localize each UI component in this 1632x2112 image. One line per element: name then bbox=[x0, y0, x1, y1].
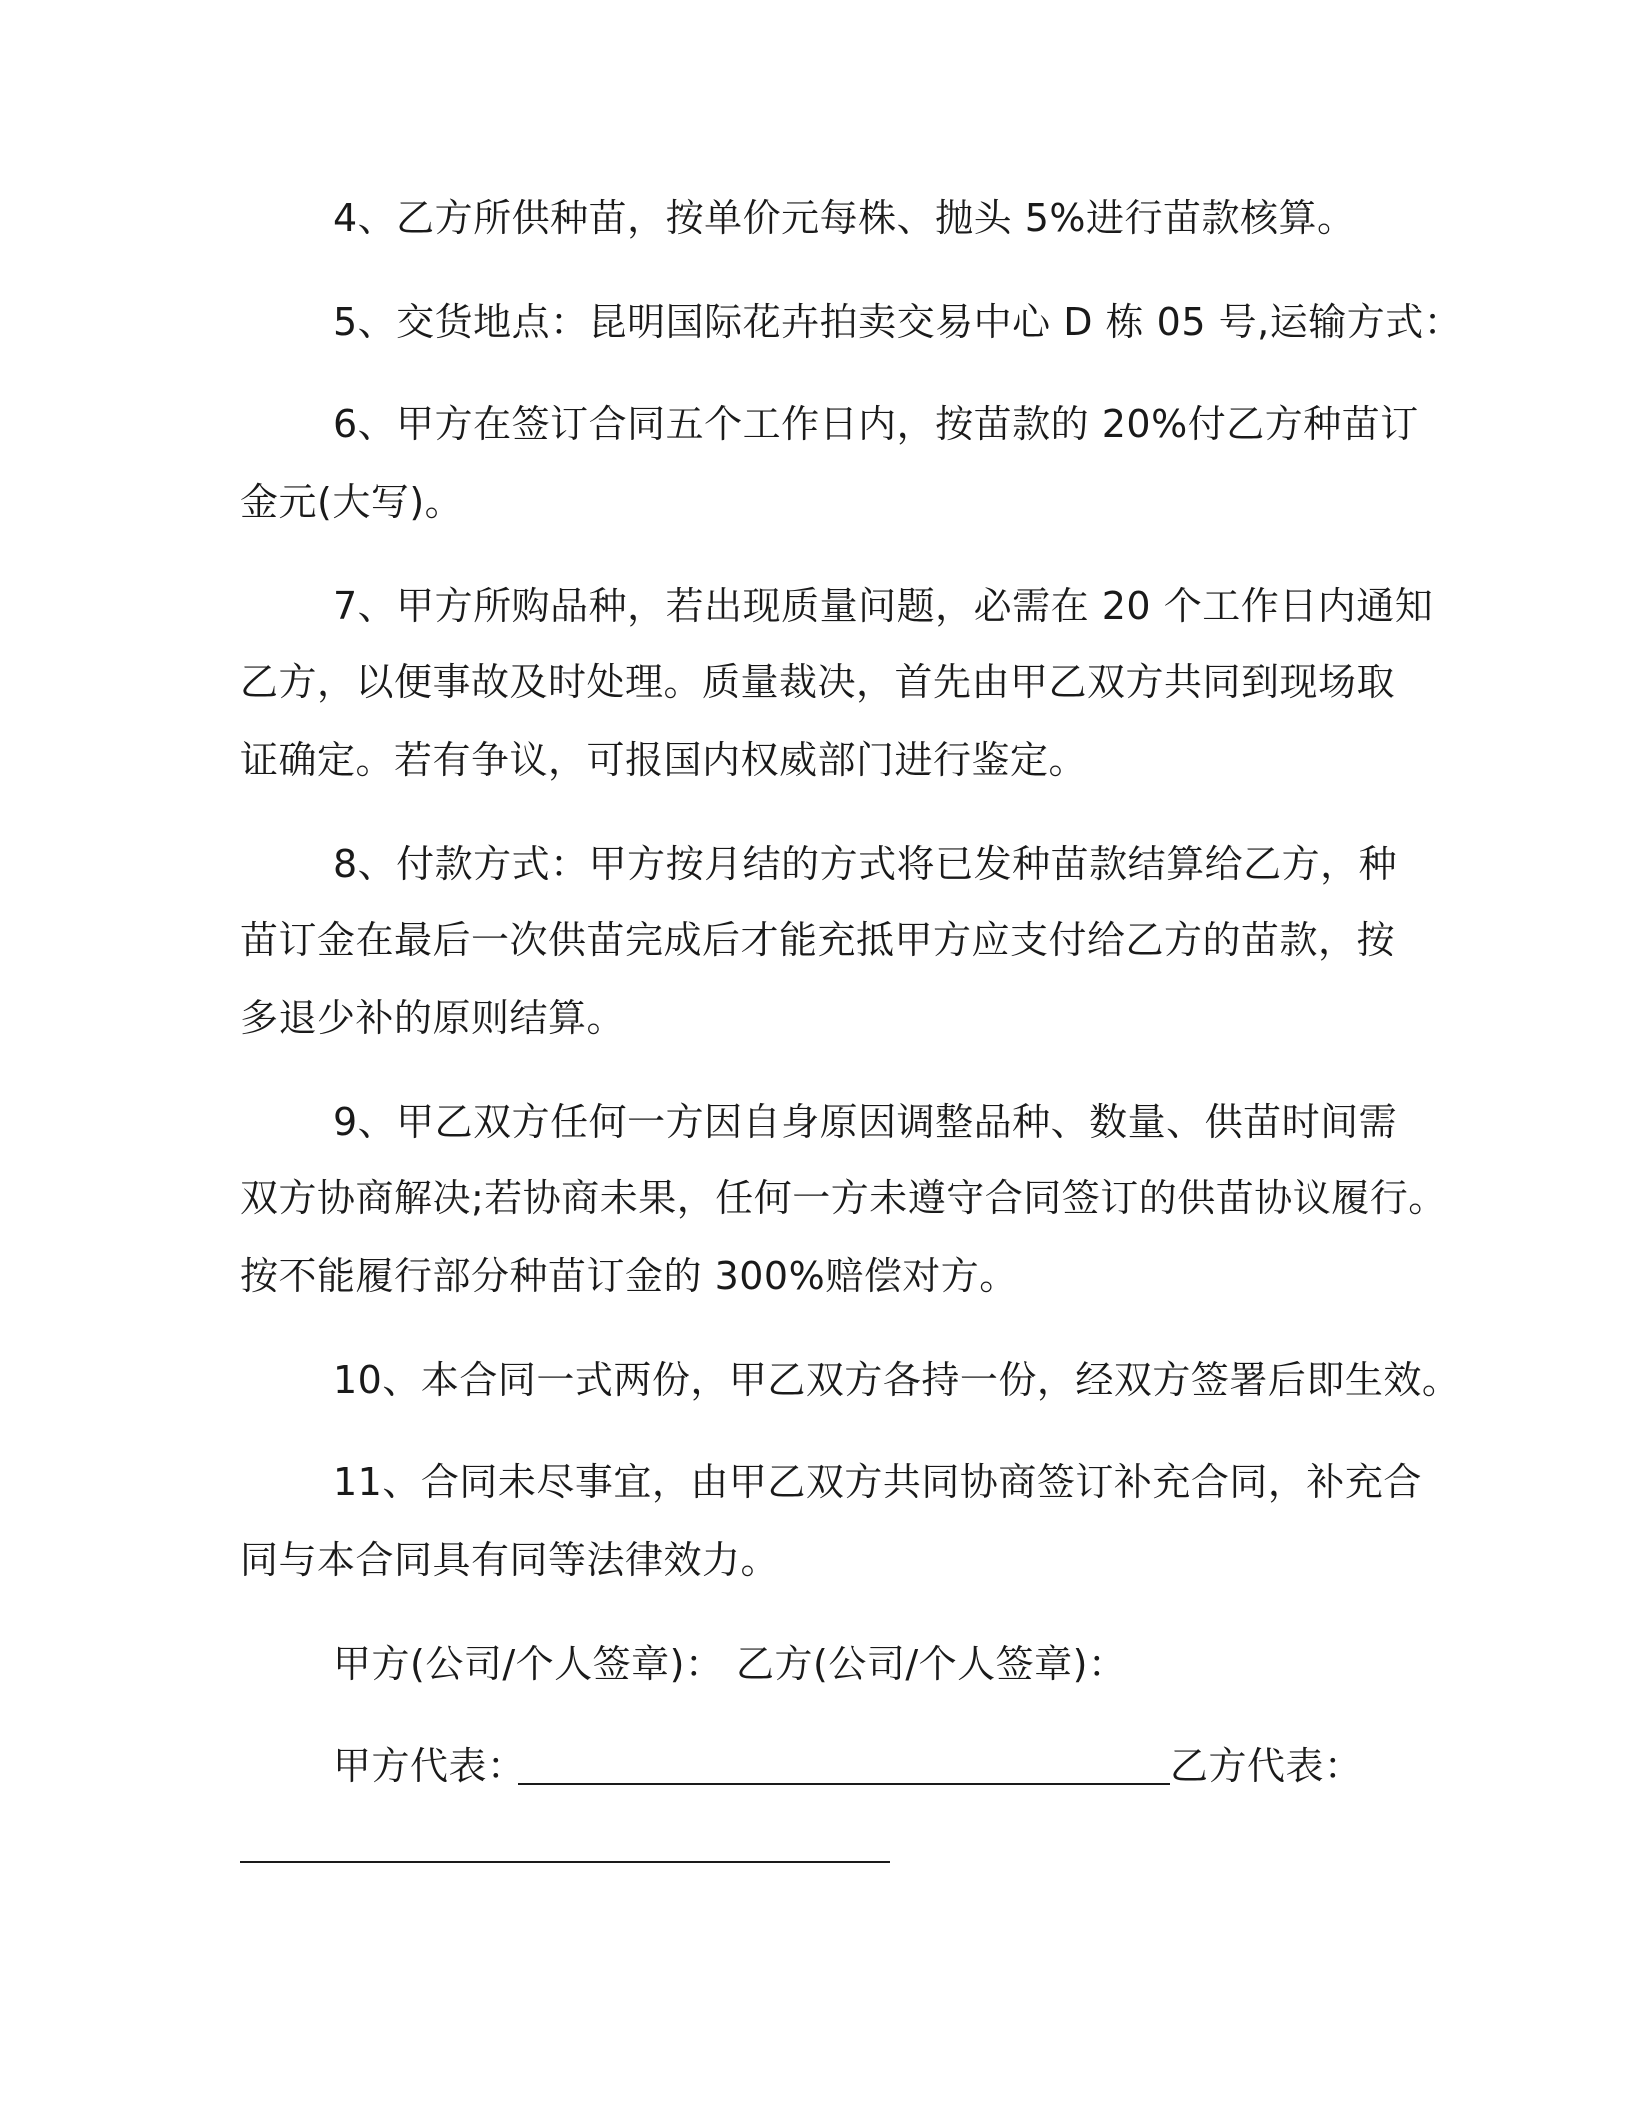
clause-8-line-2: 苗订金在最后一次供苗完成后才能充抵甲方应支付给乙方的苗款，按 bbox=[240, 918, 1396, 962]
clause-7-line-2: 乙方，以便事故及时处理。质量裁决，首先由甲乙双方共同到现场取 bbox=[240, 660, 1396, 704]
party-b-representative-label: 乙方代表： bbox=[1170, 1744, 1363, 1788]
clause-6-line-1: 6、甲方在签订合同五个工作日内，按苗款的 20%付乙方种苗订 bbox=[333, 402, 1419, 446]
clause-5-line-1: 5、交货地点：昆明国际花卉拍卖交易中心 D 栋 05 号,运输方式： bbox=[333, 300, 1463, 344]
clause-10-line-1: 10、本合同一式两份，甲乙双方各持一份，经双方签署后即生效。 bbox=[333, 1358, 1461, 1402]
clause-9-line-1: 9、甲乙双方任何一方因自身原因调整品种、数量、供苗时间需 bbox=[333, 1100, 1398, 1144]
clause-6-line-2: 金元(大写)。 bbox=[240, 480, 464, 524]
clause-7-line-3: 证确定。若有争议，可报国内权威部门进行鉴定。 bbox=[240, 738, 1088, 782]
clause-8-line-3: 多退少补的原则结算。 bbox=[240, 996, 626, 1040]
clause-8-line-1: 8、付款方式：甲方按月结的方式将已发种苗款结算给乙方，种 bbox=[333, 842, 1398, 886]
party-a-representative-label: 甲方代表： bbox=[333, 1744, 526, 1788]
clause-4-line-1: 4、乙方所供种苗，按单价元每株、抛头 5%进行苗款核算。 bbox=[333, 196, 1356, 240]
clause-9-line-2: 双方协商解决;若协商未果，任何一方未遵守合同签订的供苗协议履行。 bbox=[240, 1176, 1447, 1220]
clause-11-line-1: 11、合同未尽事宜，由甲乙双方共同协商签订补充合同，补充合 bbox=[333, 1460, 1422, 1504]
clause-7-line-1: 7、甲方所购品种，若出现质量问题，必需在 20 个工作日内通知 bbox=[333, 584, 1434, 628]
party-b-signature-line bbox=[240, 1861, 890, 1863]
clause-9-line-3: 按不能履行部分种苗订金的 300%赔偿对方。 bbox=[240, 1254, 1018, 1298]
party-a-signature-line bbox=[518, 1783, 1170, 1785]
clause-11-line-2: 同与本合同具有同等法律效力。 bbox=[240, 1538, 780, 1582]
signature-seal-line: 甲方(公司/个人签章)： 乙方(公司/个人签章)： bbox=[333, 1642, 1127, 1686]
